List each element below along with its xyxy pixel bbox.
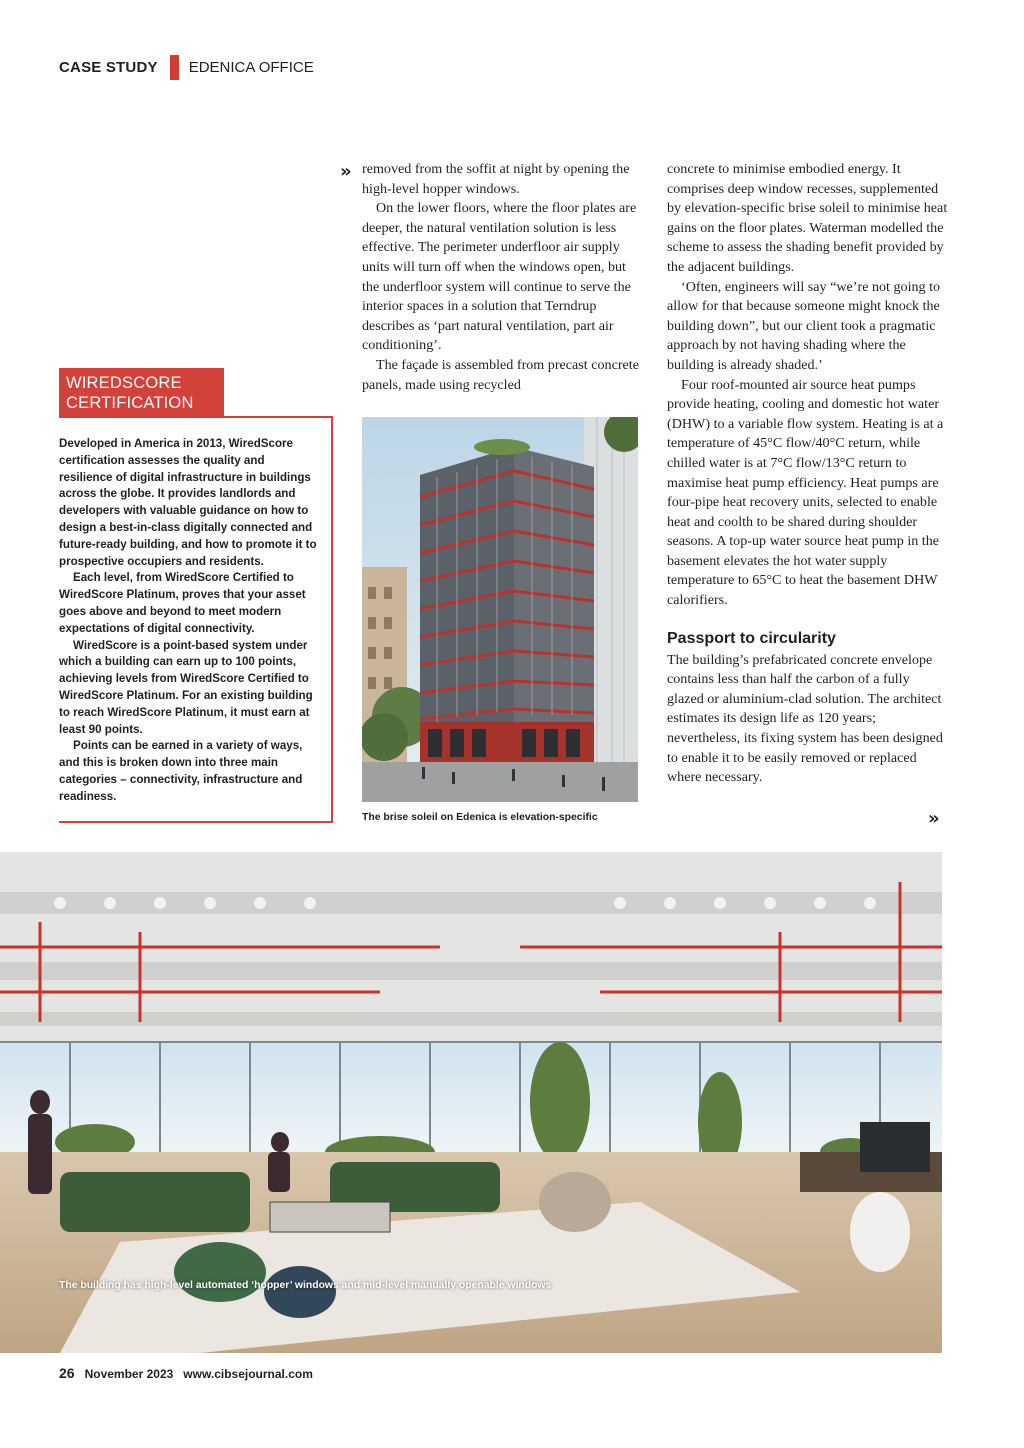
office-interior-image: [0, 852, 942, 1353]
sidebar-title: [59, 368, 224, 417]
section-label: CASE STUDY: [59, 58, 158, 76]
body-paragraph: ‘Often, engineers will say “we’re not going to allow for that because someone might knock the building down”, but our client took a pragmatic approach by not having shading where the building is already shaded.’: [667, 278, 941, 373]
topic-label: EDENICA OFFICE: [188, 58, 314, 76]
page-footer: [59, 1365, 313, 1381]
sidebar-paragraph: Each level, from WiredScore Certified to WiredScore Platinum, proves that your asset goes above and beyond to meet modern expectations of digital connectivity.: [59, 571, 306, 635]
body-paragraph: The building’s prefabricated concrete envelope contains less than half the carbon of a fully glazed or aluminium-clad solution. The architect estimates its design life as 120 years; nevertheless, its fixing system has been designed to enable it to be easily removed or replaced where necessary.: [667, 651, 943, 786]
sidebar-body: [59, 436, 321, 806]
double-chevron-right-icon: »: [928, 808, 940, 829]
interior-image-caption: The building has high-level automated ‘hopper’ windows and mid-level manually openable windows: [59, 1280, 552, 1291]
double-chevron-right-icon: »: [340, 161, 352, 182]
website-link[interactable]: www.cibsejournal.com: [183, 1367, 313, 1381]
sidebar-paragraph: Points can be earned in a variety of ways, and this is broken down into three main categories – connectivity, infrastructure and readiness.: [59, 739, 303, 803]
body-paragraph: removed from the soffit at night by opening the high-level hopper windows.: [362, 161, 630, 197]
article-column-middle: [362, 160, 642, 395]
section-subheading: Passport to circularity: [667, 629, 836, 647]
body-paragraph: On the lower floors, where the floor plates are deeper, the natural ventilation solution is less effective. The perimeter underfloor air supply units will turn off when the windows open, but the underfloor system will continue to serve the interior spaces in a solution that Terndrup describes as ‘part natural ventilation, part air conditioning’.: [362, 200, 637, 354]
sidebar-paragraph: WiredScore is a point-based system under which a building can earn up to 100 points, achieving levels from WiredScore Certified to WiredScore Platinum. For an existing building to reach WiredScore Platinum, it must earn at least 90 points.: [59, 638, 313, 736]
article-column-right: [667, 160, 949, 788]
page-number: 26: [59, 1365, 75, 1381]
sidebar-title-line2: CERTIFICATION: [66, 394, 194, 412]
body-paragraph: The façade is assembled from precast concrete panels, made using recycled: [362, 356, 639, 393]
running-header: [59, 55, 314, 79]
body-paragraph: Four roof-mounted air source heat pumps provide heating, cooling and domestic hot water (DHW) to a variable flow system. Heating is at a temperature of 45°C flow/40°C return, while chilled water is at 7°C flow/13°C return to maximise heat pump efficiency. Heat pumps are four-pipe heat recovery units, selected to enable heat and coolth to be shared during shoulder seasons. A top-up water source heat pump in the basement elevates the hot water supply temperature to 65°C to heat the basement DHW calorifiers.: [667, 376, 944, 609]
sidebar-paragraph: Developed in America in 2013, WiredScore certification assesses the quality and resilience of digital infrastructure in buildings across the globe. It provides landlords and developers with valuable guidance on how to design a best-in-class digitally connected and future-ready building, and how to promote it to prospective occupiers and residents.: [59, 437, 317, 568]
body-paragraph: concrete to minimise embodied energy. It comprises deep window recesses, supplemented by elevation-specific brise soleil to minimise heat gains on the floor plates. Waterman modelled the scheme to assess the shading benefit provided by the adjacent buildings.: [667, 161, 948, 275]
issue-date: November 2023: [84, 1367, 174, 1381]
header-accent-bar: [170, 55, 179, 80]
building-exterior-image: [362, 417, 638, 802]
sidebar-title-line1: WIREDSCORE: [66, 374, 182, 392]
building-image-caption: The brise soleil on Edenica is elevation-specific: [362, 812, 598, 823]
